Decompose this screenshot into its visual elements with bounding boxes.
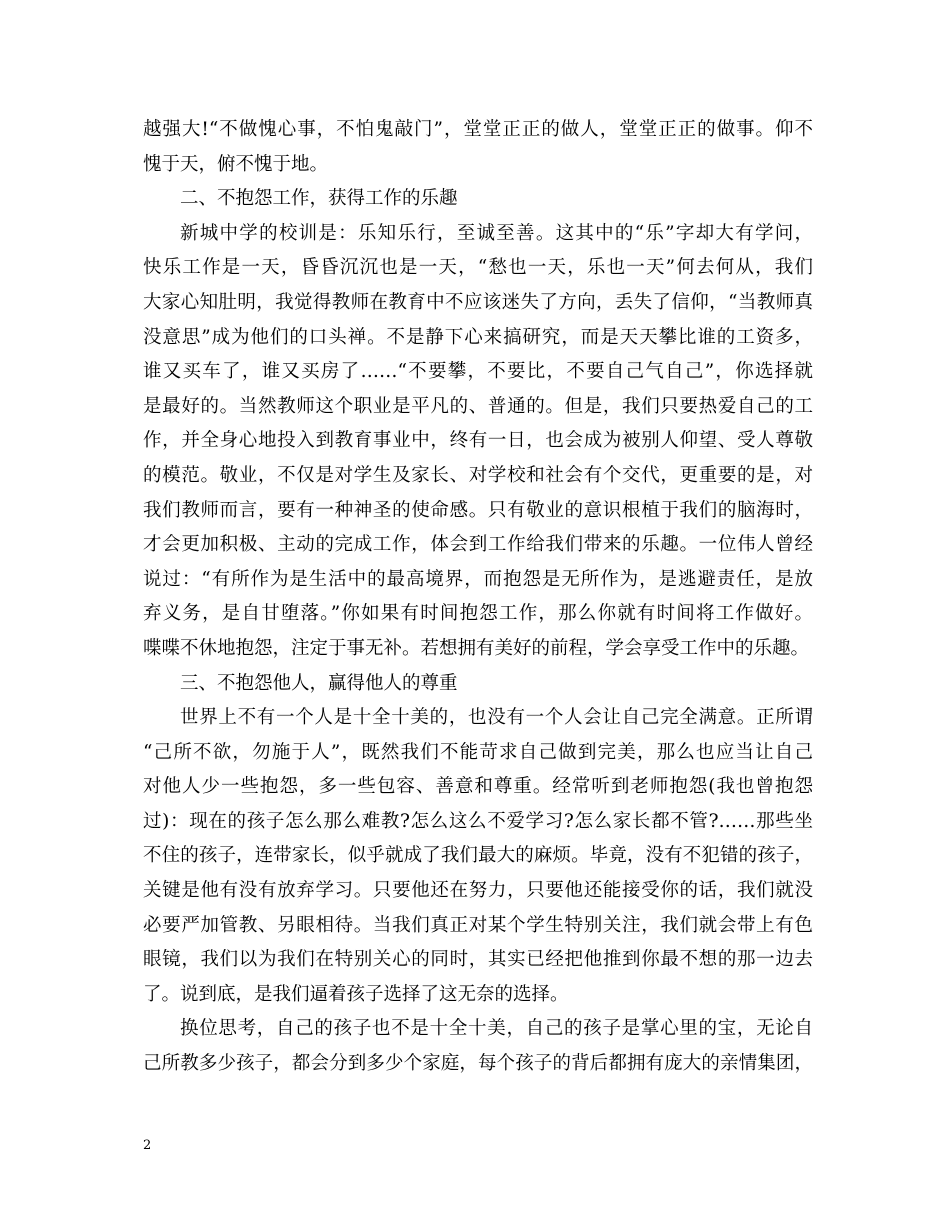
text-line: 才会更加积极、主动的完成工作，体会到工作给我们带来的乐趣。一位伟人曾经 [143, 534, 813, 556]
text-line: 说过：“有所作为是生活中的最高境界，而抱怨是无所作为，是逃避责任，是放 [143, 568, 813, 590]
text-line: 谁又买车了，谁又买房了……“不要攀，不要比，不要自己气自己”，你选择就 [143, 361, 813, 383]
section-heading: 二、不抱怨工作，获得工作的乐趣 [180, 188, 458, 210]
text-line: “己所不欲，勿施于人”，既然我们不能苛求自己做到完美，那么也应当让自己 [143, 741, 813, 763]
text-line: 快乐工作是一天，昏昏沉沉也是一天，“愁也一天，乐也一天”何去何从，我们 [143, 257, 813, 279]
text-line: 过)：现在的孩子怎么那么难教?怎么这么不爱学习?怎么家长都不管?……那些坐 [143, 810, 813, 832]
text-line: 没意思”成为他们的口头禅。不是静下心来搞研究，而是天天攀比谁的工资多， [143, 326, 813, 348]
text-line: 大家心知肚明，我觉得教师在教育中不应该迷失了方向，丢失了信仰，“当教师真 [143, 291, 813, 313]
paragraph [143, 701, 813, 1012]
text-line: 的模范。敬业，不仅是对学生及家长、对学校和社会有个交代，更重要的是，对 [143, 464, 813, 486]
text-line: 了。说到底，是我们逼着孩子选择了这无奈的选择。 [143, 983, 569, 1005]
text-line: 眼镜，我们以为我们在特别关心的同时，其实已经把他推到你最不想的那一边去 [143, 949, 813, 971]
text-line: 作，并全身心地投入到教育事业中，终有一日，也会成为被别人仰望、受人尊敬 [143, 430, 813, 452]
paragraph [143, 217, 813, 667]
text-line: 我们教师而言，要有一种神圣的使命感。只有敬业的意识根植于我们的脑海时， [143, 499, 813, 521]
text-line: 是最好的。当然教师这个职业是平凡的、普通的。但是，我们只要热爱自己的工 [143, 395, 813, 417]
text-line: 世界上不有一个人是十全十美的，也没有一个人会让自己完全满意。正所谓 [180, 707, 813, 729]
text-line: 对他人少一些抱怨，多一些包容、善意和尊重。经常听到老师抱怨(我也曾抱怨 [143, 776, 813, 798]
text-line: 喋喋不休地抱怨，注定于事无补。若想拥有美好的前程，学会享受工作中的乐趣。 [143, 637, 810, 659]
paragraph [143, 1012, 813, 1081]
page-number: 2 [143, 1138, 152, 1153]
text-line: 换位思考，自己的孩子也不是十全十美，自己的孩子是掌心里的宝，无论自 [180, 1018, 813, 1040]
text-line: 愧于天，俯不愧于地。 [143, 153, 329, 175]
section-heading: 三、不抱怨他人，赢得他人的尊重 [180, 672, 458, 694]
text-line: 弃义务，是自甘堕落。”你如果有时间抱怨工作，那么你就有时间将工作做好。 [143, 603, 813, 625]
text-line: 关键是他有没有放弃学习。只要他还在努力，只要他还能接受你的话，我们就没 [143, 880, 813, 902]
paragraph [143, 113, 813, 182]
text-line: 己所教多少孩子，都会分到多少个家庭，每个孩子的背后都拥有庞大的亲情集团， [143, 1053, 813, 1075]
document-body [143, 113, 813, 1082]
text-line: 越强大!“不做愧心事，不怕鬼敲门”，堂堂正正的做人，堂堂正正的做事。仰不 [143, 119, 813, 140]
text-line: 新城中学的校训是：乐知乐行，至诚至善。这其中的“乐”字却大有学问， [180, 222, 813, 244]
text-line: 必要严加管教、另眼相待。当我们真正对某个学生特别关注，我们就会带上有色 [143, 914, 813, 936]
text-line: 不住的孩子，连带家长，似乎就成了我们最大的麻烦。毕竟，没有不犯错的孩子， [143, 845, 813, 867]
